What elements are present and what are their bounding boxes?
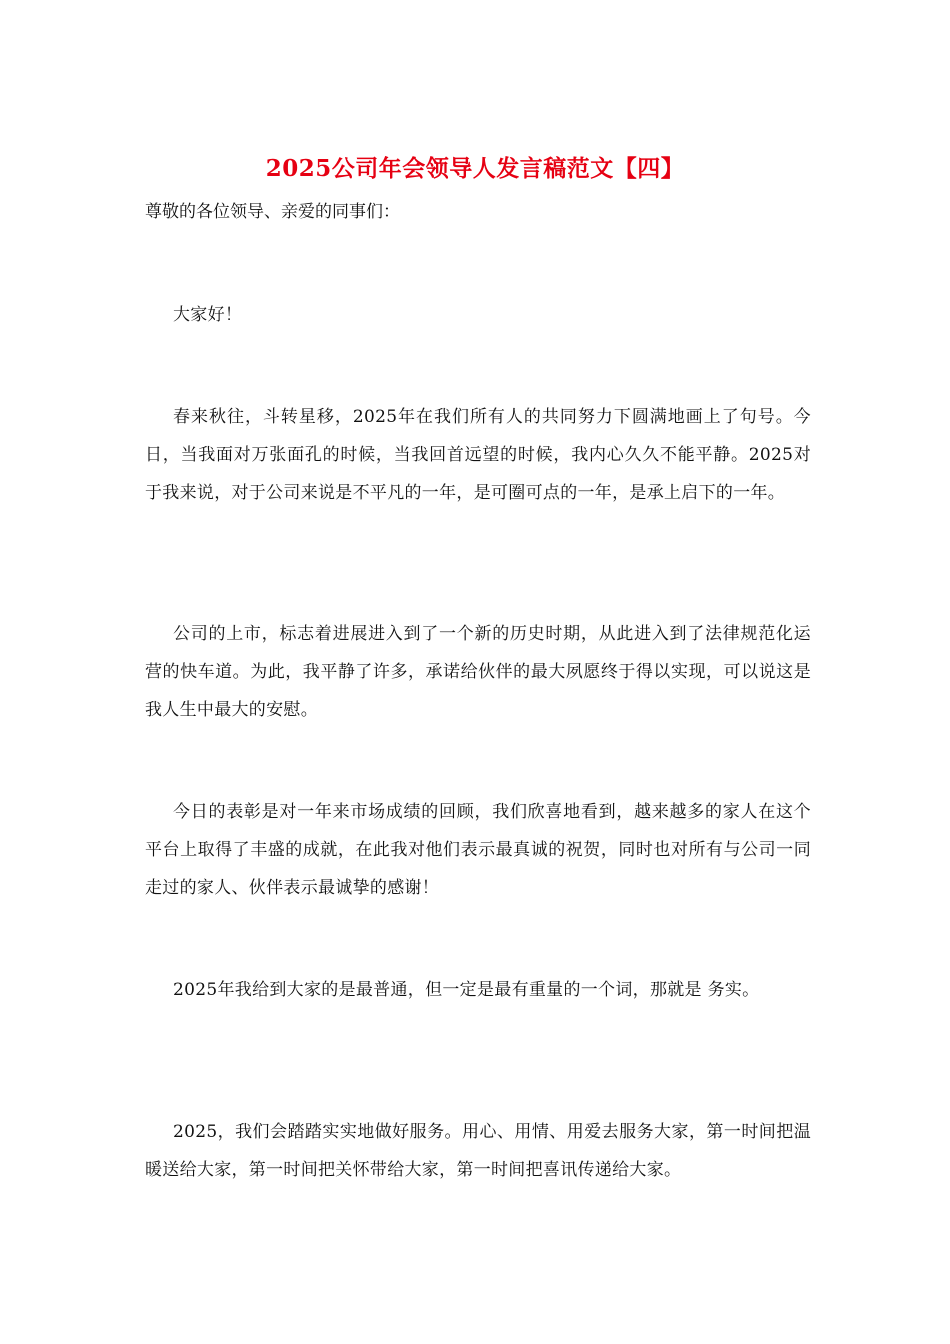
paragraph-greeting: 大家好！ (173, 305, 243, 325)
paragraph-company-listing: 公司的上市，标志着进展进入到了一个新的历史时期，从此进入到了法律规范化运营的快车道。为此，我平静了许多，承诺给伙伴的最大夙愿终于得以实现，可以说这是我人生中最大的安慰。 (145, 624, 811, 720)
paragraph-commendation: 今日的表彰是对一年来市场成绩的回顾，我们欣喜地看到，越来越多的家人在这个平台上取得了丰盛的成就，在此我对他们表示最真诚的祝贺，同时也对所有与公司一同走过的家人、伙伴表示最诚挚的感谢！ (145, 802, 811, 898)
salutation: 尊敬的各位领导、亲爱的同事们： (145, 202, 400, 222)
document-title: 2025公司年会领导人发言稿范文【四】 (265, 155, 685, 182)
paragraph-keyword: 2025年我给到大家的是最普通，但一定是最有重量的一个词，那就是 务实。 (173, 980, 760, 1000)
paragraph-service: 2025，我们会踏踏实实地做好服务。用心、用情、用爱去服务大家，第一时间把温暖送给大家，第一时间把关怀带给大家，第一时间把喜讯传递给大家。 (145, 1122, 811, 1180)
paragraph-year-review: 春来秋往，斗转星移，2025年在我们所有人的共同努力下圆满地画上了句号。今日，当我面对万张面孔的时候，当我回首远望的时候，我内心久久不能平静。2025对于我来说，对于公司来说是不平凡的一年，是可圈可点的一年，是承上启下的一年。 (145, 407, 811, 503)
